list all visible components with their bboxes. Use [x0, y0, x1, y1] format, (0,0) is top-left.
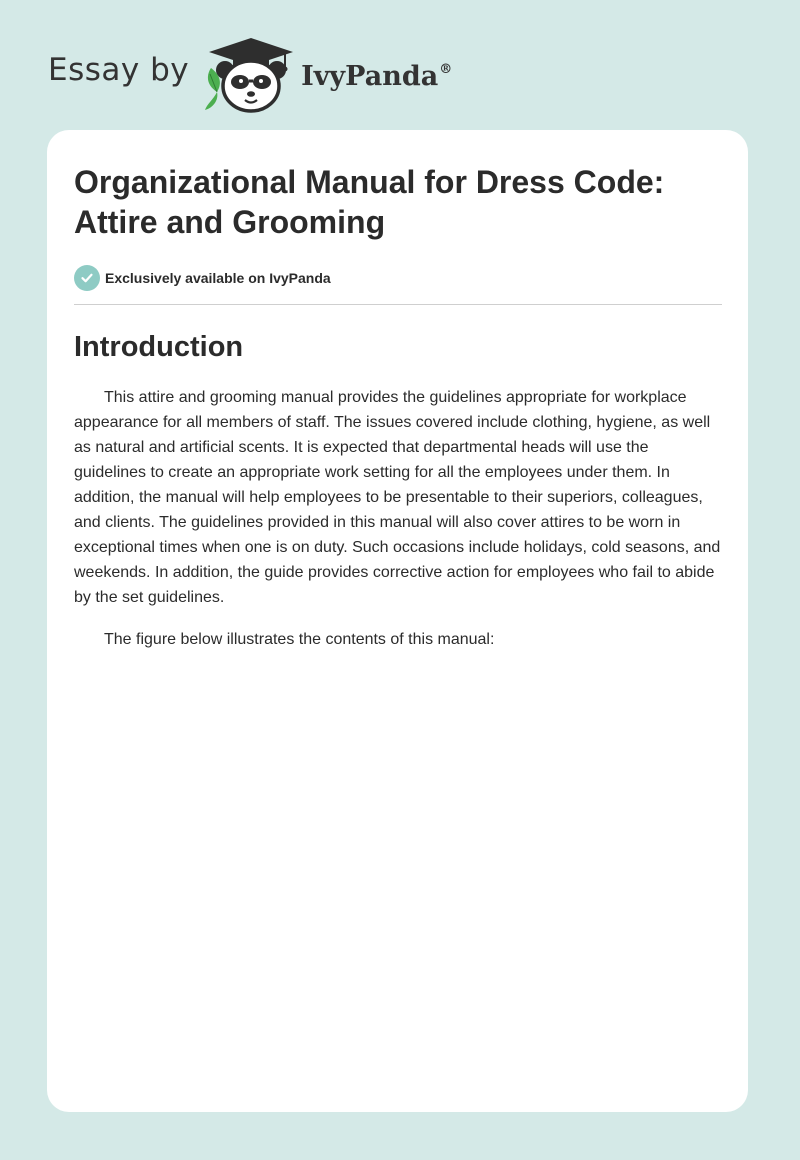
registered-mark: ® [439, 61, 453, 77]
divider [74, 304, 722, 305]
section-heading: Introduction [74, 331, 244, 363]
check-circle-icon [74, 265, 100, 291]
article-content [74, 162, 722, 652]
article-card [47, 130, 748, 1112]
intro-paragraph: This attire and grooming manual provides the guidelines appropriate for workplace appearance for all members of staff. The issues covered include clothing, hygiene, as well as natural and artificial scents. It is expected that departmental heads will use the guidelines to create an appropriate work setting for all the employees under them. In addition, the manual will help employees to be presentable to their superiors, colleagues, and clients. The guidelines provided in this manual will also cover attires to be worn in exceptional times when one is on duty. Such occasions include holidays, cold seasons, and weekends. In addition, the guide provides corrective action for employees who fail to abide by the set guidelines. [74, 389, 721, 606]
brand-name [301, 61, 452, 92]
brand-name-text: IvyPanda [301, 60, 439, 92]
site-header [48, 34, 452, 114]
exclusive-badge [74, 264, 722, 292]
exclusive-label: Exclusively available on IvyPanda [105, 270, 331, 286]
figure-intro-paragraph: The figure below illustrates the contents of this manual: [104, 631, 495, 648]
essay-by-label: Essay by [48, 52, 190, 88]
article-title: Organizational Manual for Dress Code: Attire and Grooming [74, 164, 665, 240]
panda-graduate-icon [203, 34, 299, 114]
